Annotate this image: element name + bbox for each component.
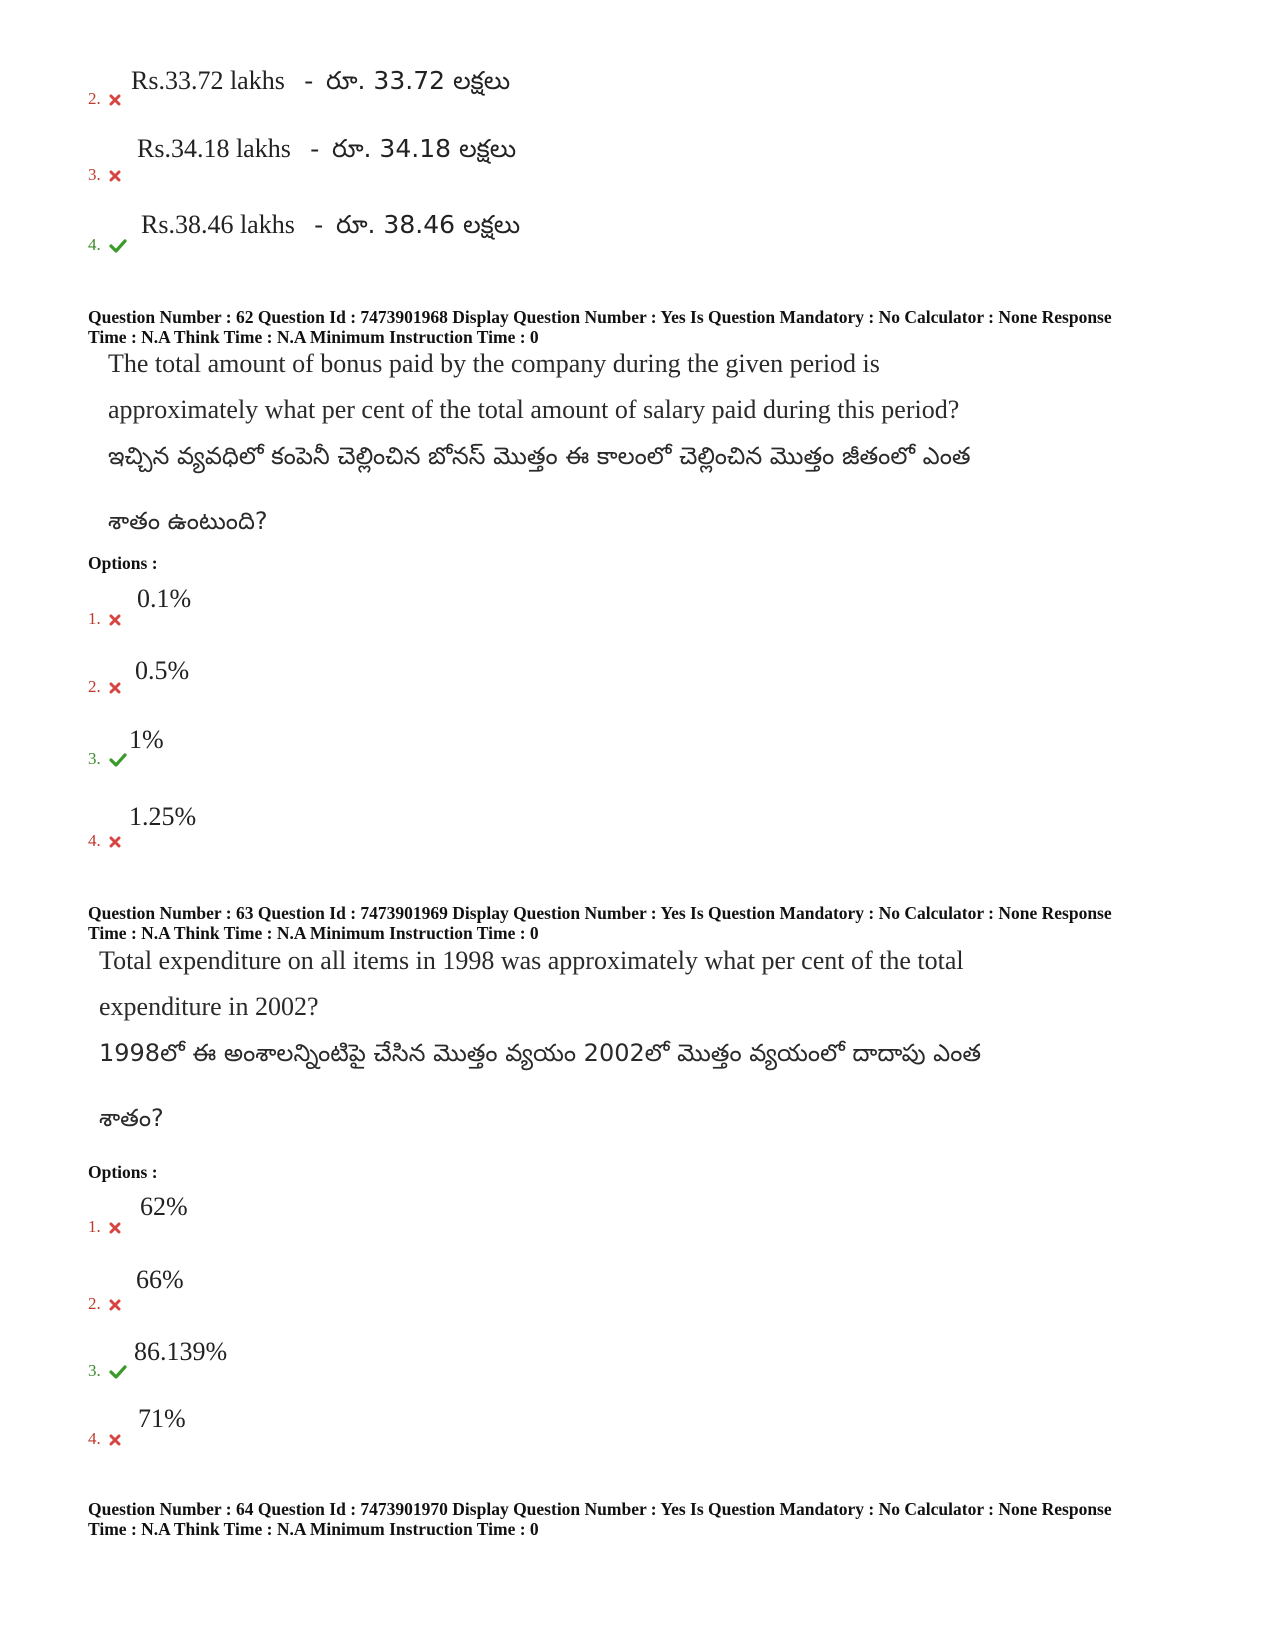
- option-text: 1.25%: [129, 802, 197, 831]
- cross-icon: [109, 1299, 121, 1311]
- cross-icon: [109, 1222, 121, 1234]
- option-number: 3.: [88, 749, 101, 768]
- cross-icon: [109, 94, 121, 106]
- option-row: [88, 610, 121, 629]
- cross-icon: [109, 836, 121, 848]
- option-number: 4.: [88, 831, 101, 850]
- option-number: 1.: [88, 1217, 101, 1236]
- option-number: 3.: [88, 1361, 101, 1380]
- option-number: 2.: [88, 677, 101, 696]
- question-meta: Question Number : 62 Question Id : 7473901968 Display Question Number : Yes Is Question Mandatory : No Calculator : None Response Time : N.A Think Time : N.A Minimum Instruction Time : 0: [88, 307, 1112, 347]
- cross-icon: [109, 682, 121, 694]
- option-text: 71%: [138, 1404, 186, 1433]
- option-text: 66%: [136, 1265, 184, 1294]
- option-row: [88, 1295, 121, 1314]
- option-text: 0.1%: [137, 584, 192, 613]
- option-number: 2.: [88, 1294, 101, 1313]
- option-number: 4.: [88, 1429, 101, 1448]
- option-text: 62%: [140, 1192, 188, 1221]
- option-row: [88, 1430, 121, 1449]
- check-icon: [109, 753, 127, 767]
- question-text-en: approximately what per cent of the total amount of salary paid during this period?: [108, 395, 960, 424]
- question-text-te: ఇచ్చిన వ్యవధిలో కంపెనీ చెల్లించిన బోనస్ మొత్తం ఈ కాలంలో చెల్లించిన మొత్తం జీతంలో ఎంత: [108, 442, 971, 470]
- option-text: 0.5%: [135, 656, 190, 685]
- options-label: Options :: [88, 1162, 158, 1182]
- question-text-te: శాతం?: [99, 1104, 164, 1132]
- cross-icon: [109, 1434, 121, 1446]
- option-text: 86.139%: [134, 1337, 228, 1366]
- option-text: Rs.33.72 lakhs - రూ. 33.72 లక్షలు: [131, 66, 511, 95]
- options-label: Options :: [88, 553, 158, 573]
- question-text-en: The total amount of bonus paid by the company during the given period is: [108, 349, 880, 378]
- option-text: 1%: [129, 725, 164, 754]
- check-icon: [109, 1365, 127, 1379]
- option-row: [88, 678, 121, 697]
- option-number: 3.: [88, 165, 101, 184]
- question-text-en: Total expenditure on all items in 1998 was approximately what per cent of the total: [99, 946, 964, 975]
- cross-icon: [109, 614, 121, 626]
- option-number: 4.: [88, 235, 101, 254]
- option-row: [88, 90, 121, 109]
- question-meta: Question Number : 63 Question Id : 7473901969 Display Question Number : Yes Is Question Mandatory : No Calculator : None Response Time : N.A Think Time : N.A Minimum Instruction Time : 0: [88, 903, 1112, 943]
- cross-icon: [109, 170, 121, 182]
- option-number: 1.: [88, 609, 101, 628]
- option-row: [88, 236, 127, 255]
- question-text-te: శాతం ఉంటుంది?: [108, 507, 268, 535]
- option-row: [88, 750, 127, 769]
- question-meta: Question Number : 64 Question Id : 7473901970 Display Question Number : Yes Is Question Mandatory : No Calculator : None Response Time : N.A Think Time : N.A Minimum Instruction Time : 0: [88, 1499, 1112, 1539]
- option-text: Rs.38.46 lakhs - రూ. 38.46 లక్షలు: [141, 210, 521, 239]
- question-text-te: 1998లో ఈ అంశాలన్నింటిపై చేసిన మొత్తం వ్యయం 2002లో మొత్తం వ్యయంలో దాదాపు ఎంత: [99, 1039, 982, 1067]
- option-row: [88, 1218, 121, 1237]
- question-text-en: expenditure in 2002?: [99, 992, 319, 1021]
- option-row: [88, 1362, 127, 1381]
- option-row: [88, 166, 121, 185]
- option-row: [88, 832, 121, 851]
- check-icon: [109, 239, 127, 253]
- option-number: 2.: [88, 89, 101, 108]
- option-text: Rs.34.18 lakhs - రూ. 34.18 లక్షలు: [137, 134, 517, 163]
